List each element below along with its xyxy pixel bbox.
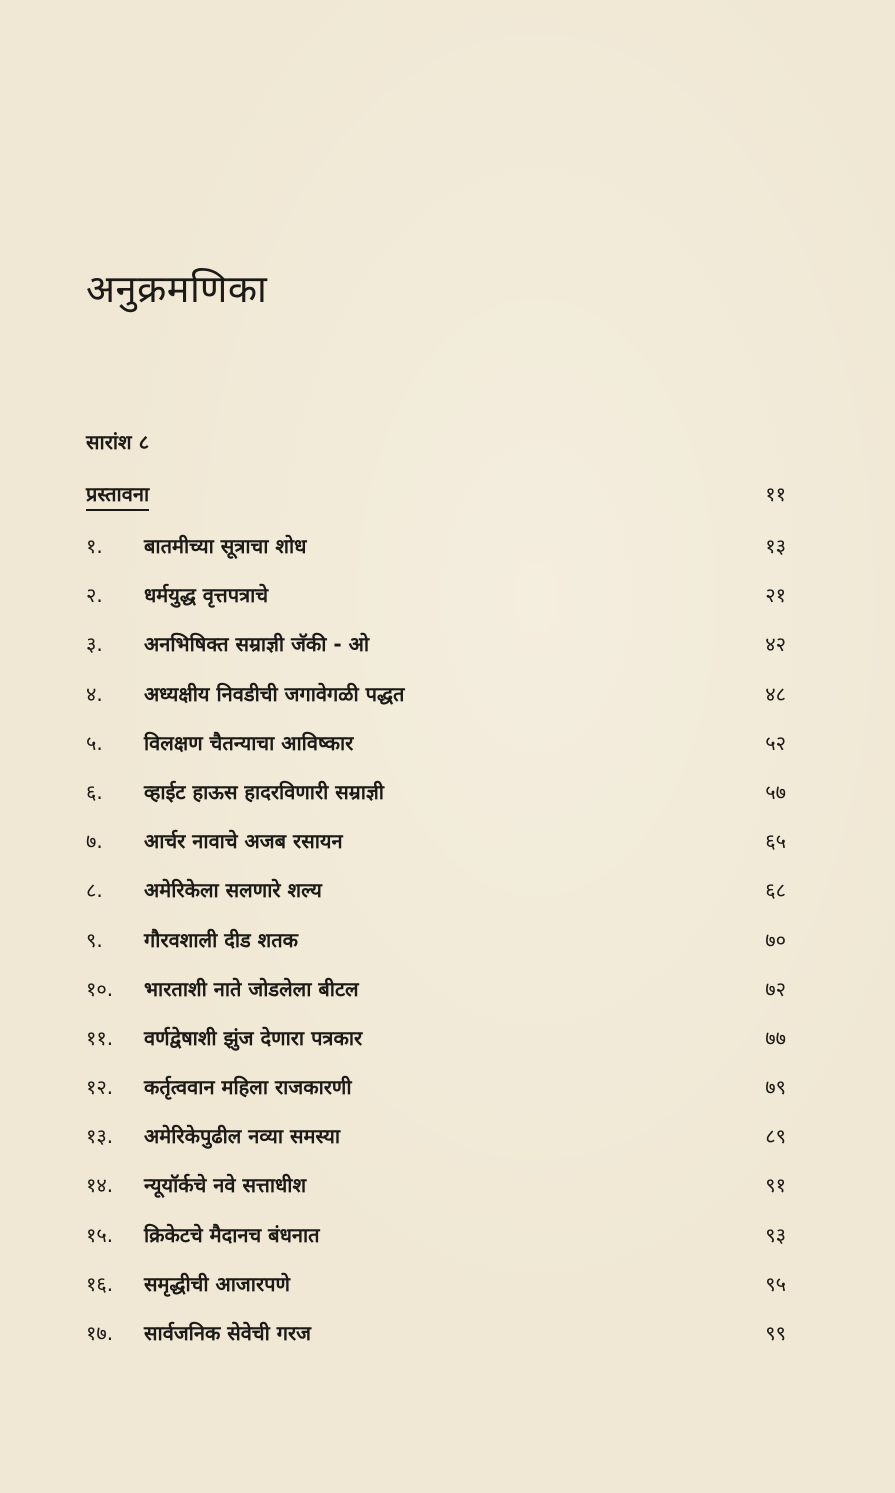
chapter-page-number: ९१	[765, 1173, 786, 1198]
chapter-page-number: ७२	[765, 976, 786, 1001]
chapter-title: अमेरिकेपुढील नव्या समस्या	[144, 1124, 341, 1149]
chapter-title: भारताशी नाते जोडलेला बीटल	[144, 976, 359, 1001]
page-title: अनुक्रमणिका	[86, 267, 268, 311]
toc-row	[86, 1171, 786, 1220]
chapter-title: अध्यक्षीय निवडीची जगावेगळी पद्धत	[144, 681, 405, 706]
toc-row	[86, 926, 786, 975]
chapter-title: आर्चर नावाचे अजब रसायन	[144, 829, 343, 854]
chapter-title: समृद्धीची आजारपणे	[144, 1271, 290, 1296]
chapter-page-number: ९५	[765, 1271, 786, 1296]
chapter-page-number: ७०	[765, 927, 786, 952]
toc-row	[86, 680, 786, 729]
toc-row	[86, 1221, 786, 1270]
chapter-title: क्रिकेटचे मैदानच बंधनात	[144, 1222, 320, 1247]
chapter-title: कर्तृत्ववान महिला राजकारणी	[144, 1075, 352, 1100]
chapter-page-number: ५२	[765, 730, 786, 755]
chapter-title: न्यूयॉर्कचे नवे सत्ताधीश	[144, 1173, 307, 1198]
toc-row	[86, 876, 786, 925]
toc-row	[86, 1270, 786, 1319]
chapter-number: १४.	[86, 1173, 114, 1198]
toc-row	[86, 532, 786, 581]
chapter-number: ४.	[86, 681, 103, 706]
toc-row	[86, 1073, 786, 1122]
toc-row	[86, 778, 786, 827]
chapter-page-number: ८९	[765, 1124, 786, 1149]
toc-row	[86, 729, 786, 778]
toc-row	[86, 827, 786, 876]
chapter-title: व्हाईट हाऊस हादरविणारी सम्राज्ञी	[144, 779, 384, 804]
preface-label: प्रस्तावना	[86, 480, 149, 511]
toc-row	[86, 630, 786, 679]
chapter-page-number: ६५	[765, 829, 786, 854]
chapter-title: धर्मयुद्ध वृत्तपत्राचे	[144, 583, 269, 608]
chapter-title: सार्वजनिक सेवेची गरज	[144, 1321, 312, 1345]
chapter-number: ९.	[86, 927, 103, 952]
chapter-number: ३.	[86, 632, 103, 657]
chapter-page-number: ९९	[765, 1321, 786, 1345]
chapter-number: १७.	[86, 1321, 114, 1345]
chapter-number: ७.	[86, 829, 103, 854]
chapter-page-number: ६८	[765, 878, 786, 903]
toc-row	[86, 581, 786, 630]
toc-row	[86, 1024, 786, 1073]
toc-row	[86, 975, 786, 1024]
toc-row	[86, 1319, 786, 1368]
toc-row	[86, 1122, 786, 1171]
summary-label: सारांश ८	[86, 430, 150, 454]
chapter-number: १६.	[86, 1271, 114, 1296]
chapter-number: १०.	[86, 976, 114, 1001]
chapter-number: ६.	[86, 779, 103, 804]
chapter-page-number: ९३	[765, 1222, 786, 1247]
chapter-page-number: ४८	[765, 681, 786, 706]
chapter-page-number: १३	[765, 534, 786, 558]
chapter-page-number: ७७	[765, 1025, 786, 1050]
chapter-title: अनभिषिक्त सम्राज्ञी जॅकी - ओ	[144, 632, 370, 657]
chapter-page-number: २१	[765, 583, 786, 608]
chapter-title: गौरवशाली दीड शतक	[144, 927, 299, 952]
chapter-number: १.	[86, 534, 103, 558]
preface-page-number: ११	[765, 482, 786, 506]
chapter-title: वर्णद्वेषाशी झुंज देणारा पत्रकार	[144, 1025, 363, 1050]
chapter-number: ५.	[86, 730, 103, 755]
chapter-number: १५.	[86, 1222, 114, 1247]
chapter-page-number: ७९	[765, 1075, 786, 1100]
chapter-number: ११.	[86, 1025, 114, 1050]
chapter-number: १३.	[86, 1124, 114, 1149]
chapter-title: बातमीच्या सूत्राचा शोध	[144, 534, 307, 558]
chapter-number: ८.	[86, 878, 103, 903]
chapter-title: अमेरिकेला सलणारे शल्य	[144, 878, 322, 903]
chapter-page-number: ४२	[765, 632, 786, 657]
table-of-contents	[86, 532, 786, 1368]
chapter-page-number: ५७	[765, 779, 786, 804]
chapter-title: विलक्षण चैतन्याचा आविष्कार	[144, 730, 354, 755]
chapter-number: २.	[86, 583, 103, 608]
chapter-number: १२.	[86, 1075, 114, 1100]
